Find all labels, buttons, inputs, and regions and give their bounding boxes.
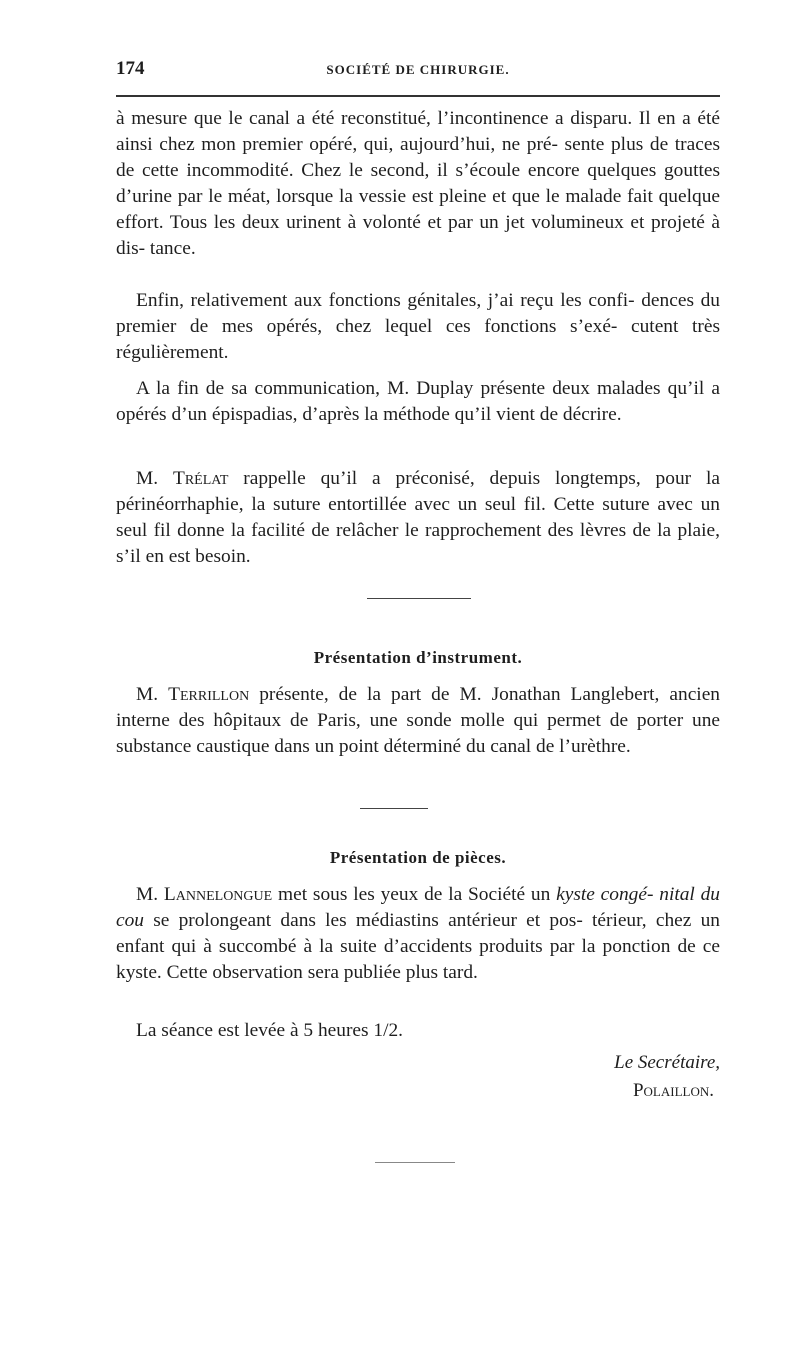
paragraph-lannelongue	[116, 882, 720, 986]
separator-rule	[360, 808, 428, 809]
running-title: SOCIÉTÉ DE CHIRURGIE.	[326, 62, 510, 77]
paragraph-lannelongue-prefix: M.	[136, 884, 159, 905]
italic-term: kyste congé- nital du cou	[116, 884, 721, 931]
signature-name: Polaillon.	[632, 1080, 714, 1101]
author-name-trelat: Trélat	[172, 468, 229, 489]
section-heading-pieces: Présentation de pièces.	[329, 848, 507, 867]
signature-role: Le Secrétaire,	[614, 1052, 720, 1073]
paragraph-incontinence: à mesure que le canal a été reconstitué, l’incontinence a disparu. Il en a été ainsi chez mon premier opéré, qui, aujourd’hui, ne pré- sente plus de traces de cette incommodité. Chez le second, il s’écoule encore quelques gouttes d’urine par le méat, lorsque la vessie est pleine et que le malade fait quelque effort. Tous les deux urinent à volonté et par un jet volumineux et projeté à dis- tance.	[116, 108, 720, 259]
header-rule	[116, 95, 720, 97]
paragraph-terrillon	[116, 682, 720, 760]
separator-rule	[367, 598, 471, 599]
paragraph-trelat	[116, 466, 720, 570]
page-header	[116, 58, 720, 88]
page-number: 174	[116, 58, 145, 79]
paragraph-terrillon-prefix: M.	[136, 684, 159, 705]
paragraph-terrillon-text: présente, de la part de M. Jonathan Langlebert, ancien interne des hôpitaux de Paris, une sonde molle qui permet de porter une substance caustique dans un point déterminé du canal de l’urèthre.	[116, 684, 720, 757]
paragraph-lannelongue-text-a: met sous les yeux de la Société un	[278, 884, 551, 905]
paragraph-lannelongue-text-b: se prolongeant dans les médiastins antérieur et pos- térieur, chez un enfant qui à succombé à la suite d’accidents produits par la ponction de ce kyste. Cette observation sera publiée plus tard.	[116, 910, 720, 983]
closing-line: La séance est levée à 5 heures 1/2.	[136, 1020, 404, 1041]
paragraph-trelat-prefix: M.	[136, 468, 159, 489]
separator-rule	[375, 1162, 455, 1163]
paragraph-trelat-text: rappelle qu’il a préconisé, depuis longtemps, pour la périnéorrhaphie, la suture entortillée avec un seul fil. Cette suture avec un seul fil donne la facilité de relâcher le rapprochement des lèvres de la plaie, s’il en est besoin.	[116, 468, 720, 567]
section-heading-instrument: Présentation d’instrument.	[313, 648, 523, 667]
author-name-lannelongue: Lannelongue	[163, 884, 273, 905]
paragraph-duplay: A la fin de sa communication, M. Duplay présente deux malades qu’il a opérés d’un épispadias, d’après la méthode qu’il vient de décrire.	[116, 378, 720, 425]
paragraph-genital-functions: Enfin, relativement aux fonctions génitales, j’ai reçu les confi- dences du premier de mes opérés, chez lequel ces fonctions s’exé- cutent très régulièrement.	[116, 290, 720, 363]
author-name-terrillon: Terrillon	[168, 684, 250, 705]
